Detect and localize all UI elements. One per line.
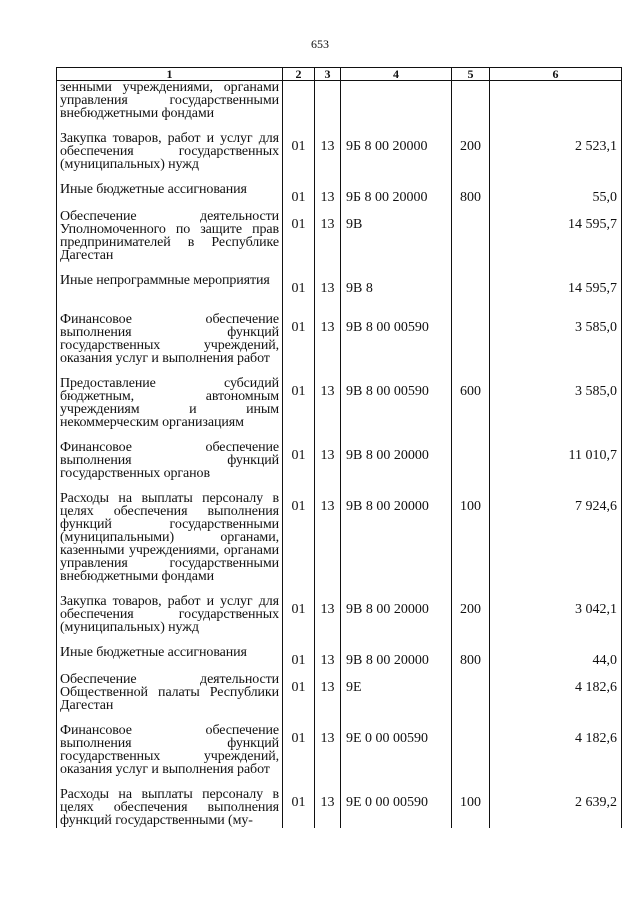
cell-name: Финансовое обеспечение выполнения функций государственных учреждений, оказания услуг и выполнения работ (57, 724, 283, 788)
cell-type (452, 313, 490, 377)
table-row (57, 441, 622, 492)
table-row (57, 274, 622, 313)
page-number: 653 (311, 37, 329, 51)
cell-subsection: 13 (315, 788, 341, 828)
cell-sum: 4 182,6 (490, 673, 622, 724)
table-row (57, 724, 622, 788)
cell-name: Иные бюджетные ассигнования (57, 646, 283, 673)
cell-sum: 7 924,6 (490, 492, 622, 595)
table-row (57, 210, 622, 274)
cell-type: 100 (452, 788, 490, 828)
cell-sum: 3 585,0 (490, 313, 622, 377)
table-row (57, 595, 622, 646)
cell-type: 200 (452, 595, 490, 646)
table-header-row (57, 68, 622, 81)
column-header-code: 4 (341, 68, 452, 81)
cell-subsection: 13 (315, 210, 341, 274)
cell-subsection: 13 (315, 441, 341, 492)
cell-subsection (315, 81, 341, 132)
cell-code: 9Б 8 00 20000 (341, 132, 452, 183)
cell-name: Расходы на выплаты персоналу в целях обеспечения выполнения функций государственными (му- (57, 788, 283, 828)
column-header-subsection: 3 (315, 68, 341, 81)
cell-section: 01 (283, 595, 315, 646)
cell-section: 01 (283, 313, 315, 377)
cell-section: 01 (283, 210, 315, 274)
cell-name: Закупка товаров, работ и услуг для обеспечения государственных (муниципальных) нужд (57, 595, 283, 646)
cell-type (452, 274, 490, 313)
cell-sum: 3 042,1 (490, 595, 622, 646)
cell-section: 01 (283, 183, 315, 210)
cell-section (283, 81, 315, 132)
cell-subsection: 13 (315, 274, 341, 313)
cell-type (452, 673, 490, 724)
cell-subsection: 13 (315, 377, 341, 441)
table-row (57, 313, 622, 377)
cell-name: Расходы на выплаты персоналу в целях обеспечения выполнения функций государственными (муниципальными) органами, казенными учреждениями, органами управления государственными внебюджетными фондами (57, 492, 283, 595)
cell-code: 9В 8 00 00590 (341, 377, 452, 441)
cell-section: 01 (283, 788, 315, 828)
cell-section: 01 (283, 724, 315, 788)
cell-name: Обеспечение деятельности Общественной палаты Республики Дагестан (57, 673, 283, 724)
cell-sum: 44,0 (490, 646, 622, 673)
cell-type: 600 (452, 377, 490, 441)
cell-name: Финансовое обеспечение выполнения функций государственных учреждений, оказания услуг и выполнения работ (57, 313, 283, 377)
cell-code: 9Е 0 00 00590 (341, 724, 452, 788)
cell-code: 9В 8 (341, 274, 452, 313)
cell-type (452, 441, 490, 492)
cell-code: 9Е 0 00 00590 (341, 788, 452, 828)
cell-type: 800 (452, 646, 490, 673)
cell-section: 01 (283, 646, 315, 673)
cell-section: 01 (283, 377, 315, 441)
column-header-sum: 6 (490, 68, 622, 81)
cell-sum: 2 523,1 (490, 132, 622, 183)
cell-type (452, 210, 490, 274)
cell-subsection: 13 (315, 595, 341, 646)
cell-subsection: 13 (315, 646, 341, 673)
column-header-name: 1 (57, 68, 283, 81)
cell-section: 01 (283, 673, 315, 724)
cell-sum (490, 81, 622, 132)
cell-name: Иные бюджетные ассигнования (57, 183, 283, 210)
cell-code: 9В 8 00 20000 (341, 646, 452, 673)
cell-sum: 11 010,7 (490, 441, 622, 492)
cell-code: 9В (341, 210, 452, 274)
cell-code: 9В 8 00 20000 (341, 595, 452, 646)
cell-code (341, 81, 452, 132)
cell-type: 100 (452, 492, 490, 595)
cell-sum: 14 595,7 (490, 274, 622, 313)
table-row (57, 183, 622, 210)
cell-name: Финансовое обеспечение выполнения функций государственных органов (57, 441, 283, 492)
cell-subsection: 13 (315, 673, 341, 724)
cell-name: зенными учреждениями, органами управления государственными внебюджетными фондами (57, 81, 283, 132)
table-row (57, 81, 622, 132)
cell-section: 01 (283, 132, 315, 183)
cell-name: Закупка товаров, работ и услуг для обеспечения государственных (муниципальных) нужд (57, 132, 283, 183)
cell-subsection: 13 (315, 492, 341, 595)
table-row (57, 132, 622, 183)
table-row (57, 377, 622, 441)
column-header-section: 2 (283, 68, 315, 81)
cell-code: 9В 8 00 20000 (341, 441, 452, 492)
cell-type: 800 (452, 183, 490, 210)
cell-sum: 2 639,2 (490, 788, 622, 828)
cell-type: 200 (452, 132, 490, 183)
cell-subsection: 13 (315, 724, 341, 788)
cell-name: Предоставление субсидий бюджетным, автономным учреждениям и иным некоммерческим организациям (57, 377, 283, 441)
cell-sum: 3 585,0 (490, 377, 622, 441)
table-row (57, 646, 622, 673)
cell-sum: 14 595,7 (490, 210, 622, 274)
table-body (57, 81, 622, 828)
cell-code: 9Б 8 00 20000 (341, 183, 452, 210)
cell-section: 01 (283, 274, 315, 313)
budget-table (56, 67, 622, 828)
cell-name: Иные непрограммные мероприятия (57, 274, 283, 313)
cell-type (452, 81, 490, 132)
table-row (57, 673, 622, 724)
cell-code: 9Е (341, 673, 452, 724)
cell-subsection: 13 (315, 132, 341, 183)
column-header-type: 5 (452, 68, 490, 81)
cell-sum: 4 182,6 (490, 724, 622, 788)
cell-subsection: 13 (315, 183, 341, 210)
cell-code: 9В 8 00 00590 (341, 313, 452, 377)
cell-type (452, 724, 490, 788)
cell-name: Обеспечение деятельности Уполномоченного по защите прав предпринимателей в Республике Дагестан (57, 210, 283, 274)
table-row (57, 788, 622, 828)
table-row (57, 492, 622, 595)
cell-section: 01 (283, 441, 315, 492)
cell-code: 9В 8 00 20000 (341, 492, 452, 595)
cell-subsection: 13 (315, 313, 341, 377)
cell-section: 01 (283, 492, 315, 595)
cell-sum: 55,0 (490, 183, 622, 210)
